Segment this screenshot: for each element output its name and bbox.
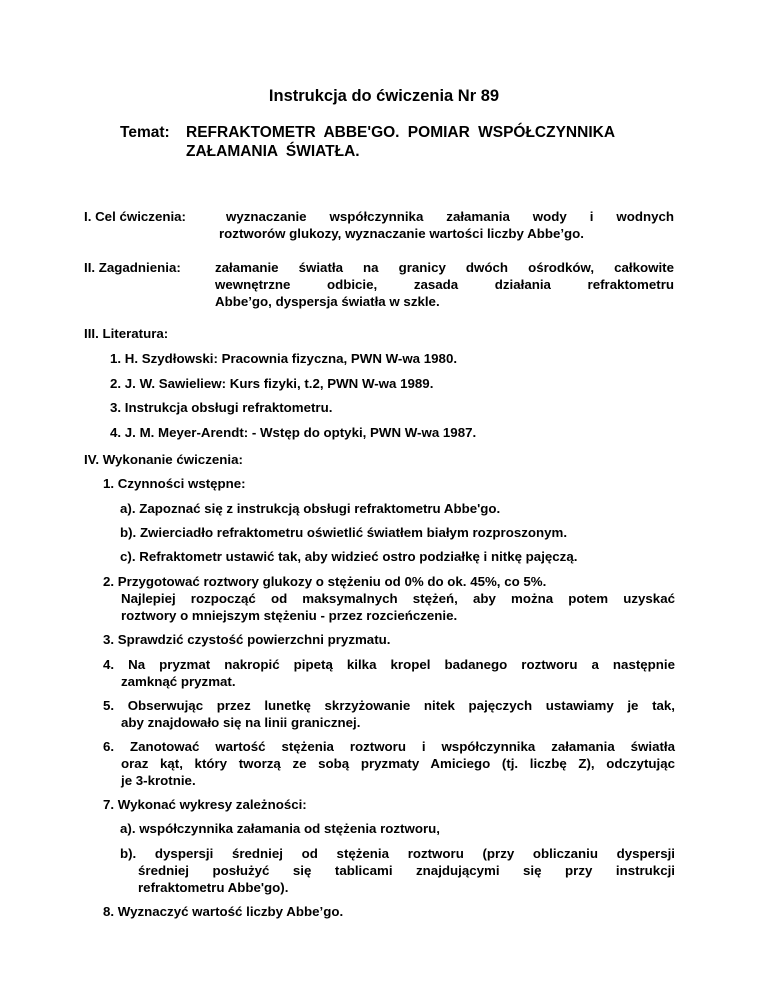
topics-line-2: wewnętrzne odbicie, zasada działania refraktometru <box>215 277 674 292</box>
step-4-line-1: 4. Na pryzmat nakropić pipetą kilka kropel badanego roztworu a następnie <box>103 657 675 672</box>
step-4 <box>103 656 675 690</box>
step-2 <box>103 573 675 624</box>
literature-item: 2. J. W. Sawieliew: Kurs fizyki, t.2, PWN W-wa 1989. <box>110 376 434 391</box>
topics-line-3: Abbe’go, dyspersja światła w szkle. <box>215 294 440 309</box>
section-goal <box>84 208 674 242</box>
step-5 <box>103 697 675 731</box>
literature-item: 4. J. M. Meyer-Arendt: - Wstęp do optyki, PWN W-wa 1987. <box>110 425 477 440</box>
step-3: 3. Sprawdzić czystość powierzchni pryzmatu. <box>103 632 391 647</box>
step-6 <box>103 738 675 789</box>
topics-text-1: załamanie światła na granicy dwóch ośrodków, całkowite <box>215 260 674 275</box>
step-2-line-3: roztwory o mniejszym stężeniu - przez rozcieńczenie. <box>121 608 458 623</box>
step-7b <box>120 845 675 896</box>
topic-line-2: ZAŁAMANIA ŚWIATŁA. <box>186 143 360 160</box>
goal-line-1 <box>84 208 674 225</box>
goal-line-2: roztworów glukozy, wyznaczanie wartości liczby Abbe’go. <box>219 226 584 241</box>
step-2-line-1: 2. Przygotować roztwory glukozy o stężeniu od 0% do ok. 45%, co 5%. <box>103 574 547 589</box>
topics-label: II. Zagadnienia: <box>84 260 181 275</box>
step-7b-line-1: b). dyspersji średniej od stężenia roztworu (przy obliczaniu dyspersji <box>120 846 675 861</box>
step-4-line-2: zamknąć pryzmat. <box>121 674 236 689</box>
section-topics <box>84 259 674 310</box>
topics-line-1 <box>84 259 674 276</box>
step-7a: a). współczynnika załamania od stężenia roztworu, <box>120 821 440 836</box>
literature-item: 1. H. Szydłowski: Pracownia fizyczna, PWN W-wa 1980. <box>110 351 458 366</box>
step-1c: c). Refraktometr ustawić tak, aby widzieć ostro podziałkę i nitkę pajęczą. <box>120 549 578 564</box>
page-title: Instrukcja do ćwiczenia Nr 89 <box>268 87 500 105</box>
step-6-line-1: 6. Zanotować wartość stężenia roztworu i współczynnika załamania światła <box>103 739 675 754</box>
step-7b-line-3: refraktometru Abbe'go). <box>138 880 289 895</box>
step-5-line-1: 5. Obserwując przez lunetkę skrzyżowanie nitek pajęczych ustawiamy je tak, <box>103 698 675 713</box>
topic-line-1: REFRAKTOMETR ABBE'GO. POMIAR WSPÓŁCZYNNIKA <box>186 124 616 141</box>
topic-label: Temat: <box>120 124 170 141</box>
goal-text-1: wyznaczanie współczynnika załamania wody i wodnych <box>226 209 674 224</box>
step-7b-line-2: średniej posłużyć się tablicami znajdującymi się przy instrukcji <box>138 863 675 878</box>
literature-label: III. Literatura: <box>84 326 169 341</box>
step-1-label: 1. Czynności wstępne: <box>103 476 246 491</box>
step-6-line-2: oraz kąt, który tworzą ze sobą pryzmaty Amiciego (tj. liczbę Z), odczytując <box>121 756 675 771</box>
step-6-line-3: je 3-krotnie. <box>121 773 196 788</box>
step-2-line-2: Najlepiej rozpocząć od maksymalnych stężeń, aby można potem uzyskać <box>121 591 675 606</box>
step-1a: a). Zapoznać się z instrukcją obsługi refraktometru Abbe'go. <box>120 501 501 516</box>
step-8: 8. Wyznaczyć wartość liczby Abbe’go. <box>103 904 344 919</box>
step-7-label: 7. Wykonać wykresy zależności: <box>103 797 307 812</box>
step-1b: b). Zwierciadło refraktometru oświetlić światłem białym rozproszonym. <box>120 525 568 540</box>
goal-label: I. Cel ćwiczenia: <box>84 209 186 224</box>
procedure-label: IV. Wykonanie ćwiczenia: <box>84 452 243 467</box>
step-5-line-2: aby znajdowało się na linii granicznej. <box>121 715 361 730</box>
topic-text <box>186 123 656 161</box>
literature-item: 3. Instrukcja obsługi refraktometru. <box>110 400 333 415</box>
